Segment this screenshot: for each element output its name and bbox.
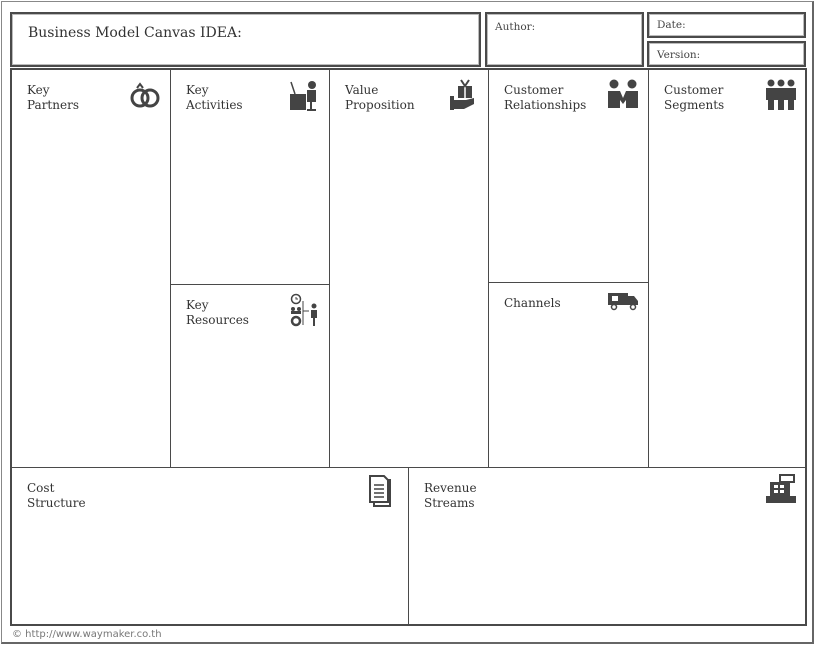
customer-segments-label: Customer Segments — [664, 83, 725, 112]
person-at-desk-icon — [287, 78, 321, 112]
customer-relationships-label: Customer Relationships — [504, 83, 587, 112]
version-label: Version: — [657, 49, 701, 61]
key-activities-block[interactable] — [170, 69, 330, 285]
document-icon — [366, 474, 400, 508]
cash-register-icon — [764, 472, 798, 506]
date-box[interactable] — [647, 12, 806, 38]
revenue-streams-block[interactable] — [408, 467, 807, 625]
key-resources-block[interactable] — [170, 284, 330, 468]
channels-label: Channels — [504, 296, 561, 310]
channels-block[interactable] — [488, 282, 649, 468]
version-box[interactable] — [647, 41, 806, 67]
canvas-title: Business Model Canvas IDEA: — [28, 25, 242, 41]
author-label: Author: — [495, 21, 536, 33]
resources-icon — [287, 293, 321, 327]
rings-icon — [128, 78, 162, 112]
key-partners-block[interactable] — [11, 69, 171, 468]
customer-segments-block[interactable] — [648, 69, 807, 468]
footer-credit: © http://www.waymaker.co.th — [12, 629, 162, 640]
group-people-icon — [764, 78, 798, 112]
handshake-people-icon — [606, 78, 640, 112]
date-label: Date: — [657, 19, 686, 31]
customer-relationships-block[interactable] — [488, 69, 649, 283]
key-partners-label: Key Partners — [27, 83, 79, 112]
cost-structure-block[interactable] — [11, 467, 409, 625]
gift-in-hand-icon — [446, 78, 480, 112]
title-box[interactable] — [10, 12, 481, 67]
revenue-streams-label: Revenue Streams — [424, 481, 477, 510]
value-proposition-label: Value Proposition — [345, 83, 415, 112]
value-proposition-block[interactable] — [329, 69, 489, 468]
key-activities-label: Key Activities — [186, 83, 243, 112]
key-resources-label: Key Resources — [186, 298, 249, 327]
author-box[interactable] — [485, 12, 644, 67]
delivery-truck-icon — [606, 287, 640, 321]
cost-structure-label: Cost Structure — [27, 481, 86, 510]
